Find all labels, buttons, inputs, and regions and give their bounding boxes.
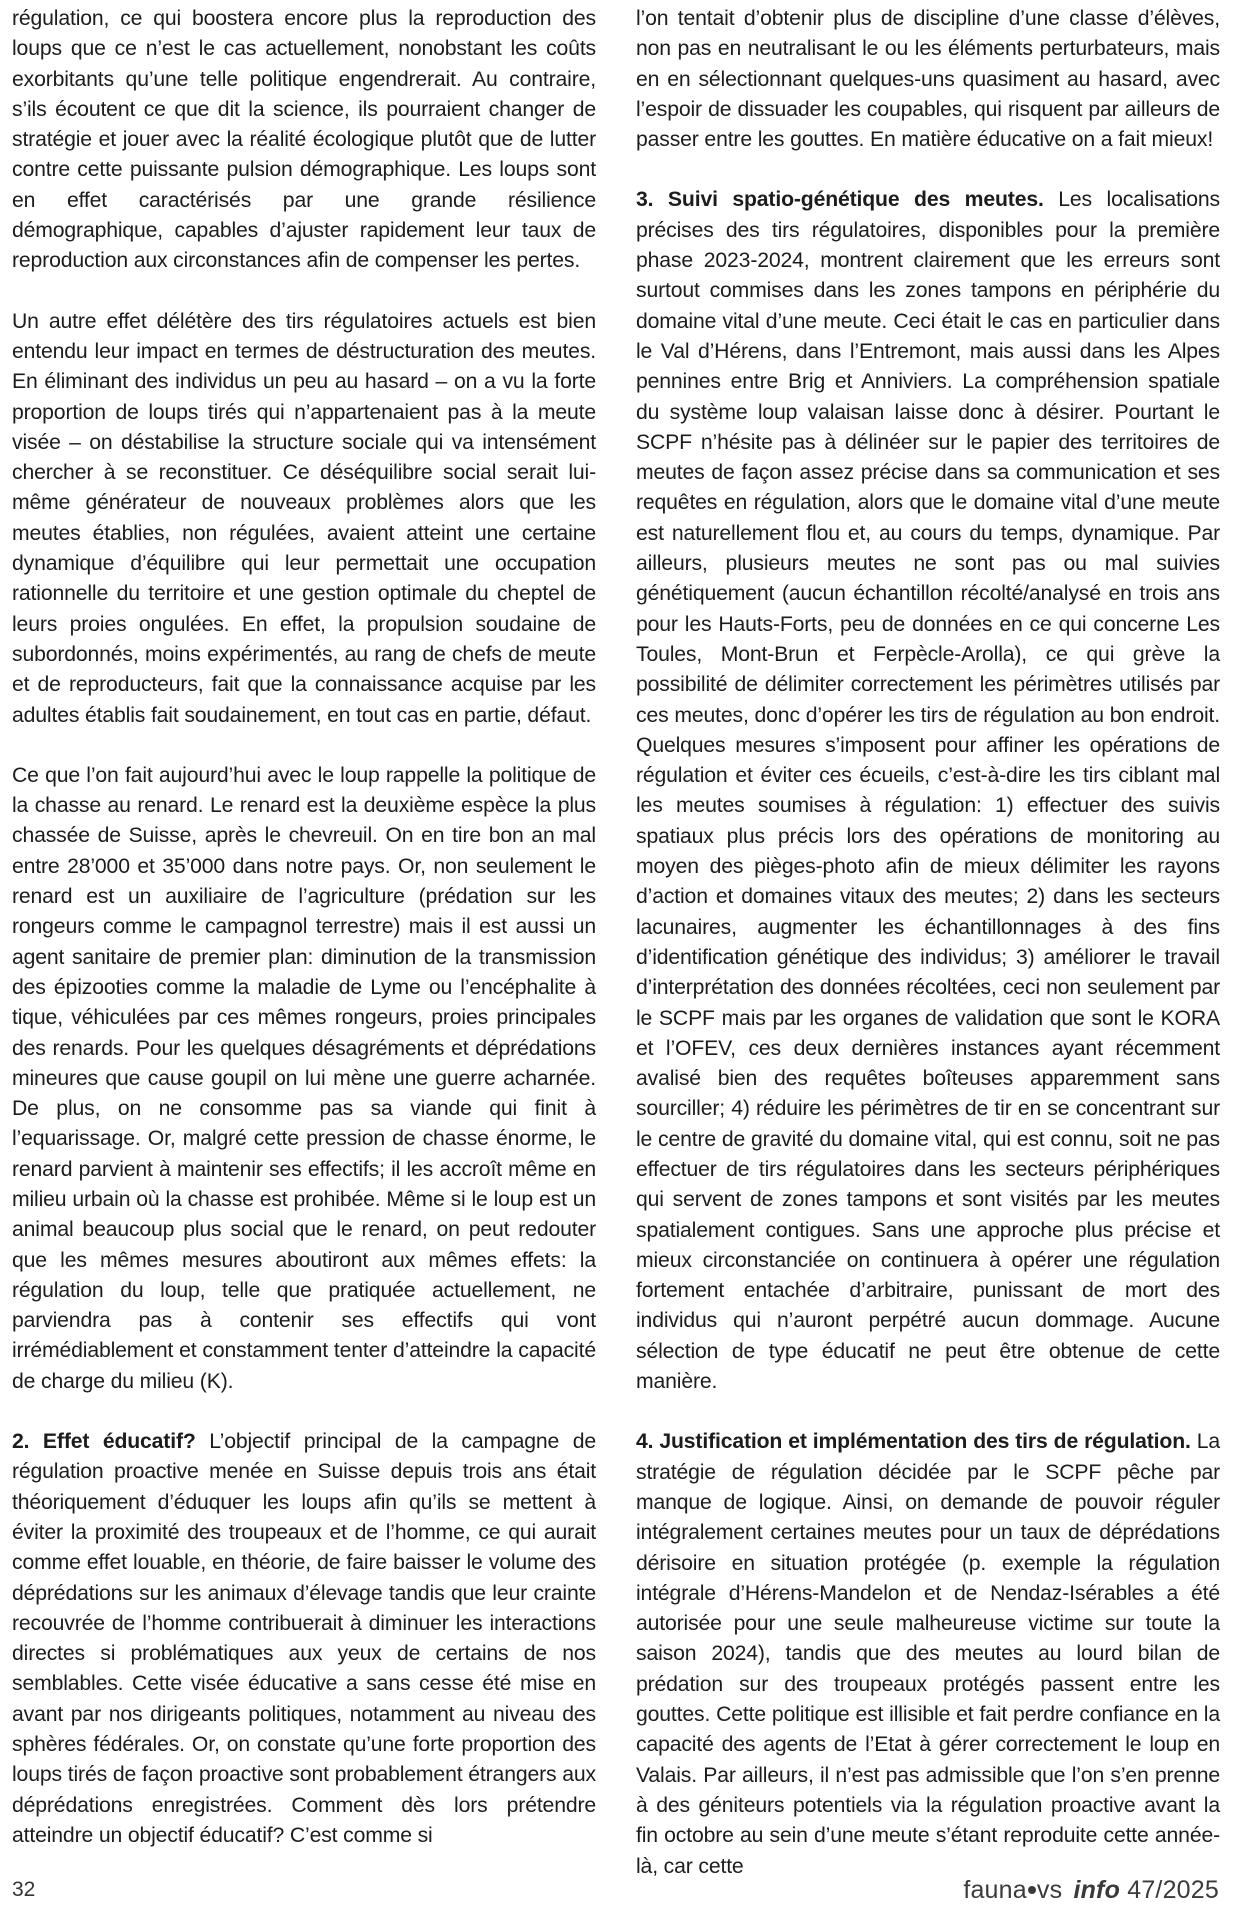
section-body: Les localisations précises des tirs régulatoires, disponibles pour la première phase 2023-2024, montrent clairement que les erreurs sont surtout commises dans les zones tampons en périphérie du domaine vital d’une meute. Ceci était le cas en particulier dans le Val d’Hérens, dans l’Entremont, mais aussi dans les Alpes pennines entre Brig et Anniviers. La compréhension spatiale du système loup valaisan laisse donc à désirer. Pourtant le SCPF n’hésite pas à délinéer sur le papier des territoires de meutes de façon assez précise dans sa communication et ses requêtes en régulation, alors que le domaine vital d’une meute est naturellement flou et, au cours du temps, dynamique. Par ailleurs, plusieurs meutes ne sont pas ou mal suivies génétiquement (aucun échantillon récolté/analysé en trois ans pour les Hauts-Forts, peu de données en ce qui concerne Les Toules, Mont-Brun et Ferpècle-Arolla), ce qui grève la possibilité de délimiter correctement les périmètres utilisés par ces meutes, donc d’opérer les tirs de régulation au bon endroit. Quelques mesures s’imposent pour affiner les opérations de régulation et éviter ces écueils, c’est-à-dire les tirs ciblant mal les meutes soumises à régulation: 1) effectuer des suivis spatiaux plus précis lors des opérations de monitoring au moyen des pièges-photo afin de mieux délimiter les rayons d’action et domaines vitaux des meutes; 2) dans les secteurs lacunaires, augmenter les échantillonnages à des fins d’identification génétique des individus; 3) améliorer le travail d’interprétation des données récoltées, ceci non seulement par le SCPF mais par les organes de validation que sont le KORA et l’OFEV, ces deux dernières instances ayant récemment avalisé bien des requêtes boîteuses apparemment sans sourciller; 4) réduire les périmètres de tir en se concentrant sur le centre de gravité du domaine vital, qui est connu, soit ne pas effectuer de tirs régulatoires dans les secteurs périphériques qui servent de zones tampons et sont visités par les meutes spatialement contigues. Sans une approche plus précise et mieux circonstanciée on continuera à opérer une régulation fortement entachée d’arbitraire, punissant de mort des individus qui n’auront perpétré aucun dommage. Aucune sélection de type éducatif ne peut être obtenue de cette manière. <box>636 188 1221 1394</box>
section-4 <box>636 1427 1220 1881</box>
section-body: La stratégie de régulation décidée par le SCPF pêche par manque de logique. Ainsi, on demande de pouvoir réguler intégralement certaines meutes pour un taux de déprédations dérisoire en situation protégée (p. exemple la régulation intégrale d’Hérens-Mandelon et de Nendaz-Isérables a été autorisée pour une seule malheureuse victime sur toute la saison 2024), tandis que des meutes au lourd bilan de prédation sur des troupeaux protégés passent entre les gouttes. Cette politique est illisible et fait perdre confiance en la capacité des agents de l’Etat à gérer correctement le loup en Valais. Par ailleurs, il n’est pas admissible que l’on s’en prenne à des géniteurs potentiels via la régulation proactive avant la fin octobre au sein d’une meute s’étant reproduite cette année-là, car cette <box>636 1430 1220 1878</box>
issue-number: 47/2025 <box>1127 1876 1219 1904</box>
section-heading: 3. Suivi spatio-génétique des meutes. <box>636 188 1044 212</box>
brand-info: info <box>1073 1876 1121 1904</box>
page-footer <box>0 1876 1241 1920</box>
brand-dot-icon <box>1028 1886 1036 1894</box>
paragraph: Un autre effet délétère des tirs régulatoires actuels est bien entendu leur impact en termes de déstructuration des meutes. En éliminant des individus un peu au hasard – on a vu la forte proportion de loups tirés qui n’appartenaient pas à la meute visée – on déstabilise la structure sociale qui va intensément chercher à se reconstituer. Ce déséquilibre social serait lui-même générateur de nouveaux problèmes alors que les meutes établies, non régulées, avaient atteint une certaine dynamique d’équilibre qui leur permettait une occupation rationnelle du territoire et une gestion optimale du cheptel de leurs proies ongulées. En effet, la propulsion soudaine de subordonnés, moins expérimentés, au rang de chefs de meute et de reproducteurs, fait que la connaissance acquise par les adultes établis fait soudainement, en tout cas en partie, défaut. <box>12 309 596 727</box>
section-2 <box>12 1427 596 1851</box>
section-heading: 4. Justification et implémentation des tirs de régulation. <box>636 1430 1191 1454</box>
section-3 <box>636 185 1220 1397</box>
page-number: 32 <box>12 1878 36 1901</box>
section-heading: 2. Effet éducatif? <box>12 1430 196 1454</box>
paragraph: Ce que l’on fait aujourd’hui avec le loup rappelle la politique de la chasse au renard. Le renard est la deuxième espèce la plus chassée de Suisse, après le chevreuil. On en tire bon an mal entre 28’000 et 35’000 dans notre pays. Or, non seulement le renard est un auxiliaire de l’agriculture (prédation sur les rongeurs comme le campagnol terrestre) mais il est aussi un agent sanitaire de premier plan: diminution de la transmission des épizooties comme la maladie de Lyme ou l’encéphalite à tique, véhiculées par ces mêmes rongeurs, proies principales des renards. Pour les quelques désagréments et déprédations mineures que cause goupil on lui mène une guerre acharnée. De plus, on ne consomme pas sa viande qui finit à l’equarissage. Or, malgré cette pression de chasse énorme, le renard parvient à maintenir ses effectifs; il les accroît même en milieu urbain où la chasse est prohibée. Même si le loup est un animal beaucoup plus social que le renard, on peut redouter que les mêmes mesures aboutiront aux mêmes effets: la régulation du loup, telle que pratiquée actuellement, ne parviendra pas à contenir ses effectifs qui vont irrémédiablement et constamment tenter d’atteindre la capacité de charge du milieu (K). <box>12 763 596 1393</box>
brand-vs: vs <box>1036 1876 1063 1904</box>
brand-fauna: fauna <box>963 1876 1027 1904</box>
left-column <box>12 4 596 1851</box>
publication-brand <box>963 1876 1219 1905</box>
paragraph: l’on tentait d’obtenir plus de discipline d’une classe d’élèves, non pas en neutralisant le ou les éléments perturbateurs, mais en en sélectionnant quelques-uns quasiment au hasard, avec l’espoir de dissuader les coupables, qui risquent par ailleurs de passer entre les gouttes. En matière éducative on a fait mieux! <box>636 7 1220 152</box>
paragraph: régulation, ce qui boostera encore plus la reproduction des loups que ce n’est le cas actuellement, nonobstant les coûts exorbitants qu’une telle politique engendrerait. Au contraire, s’ils écoutent ce que dit la science, ils pourraient changer de stratégie et jouer avec la réalité écologique plutôt que de lutter contre cette puissante pulsion démographique. Les loups sont en effet caractérisés par une grande résilience démographique, capables d’ajuster rapidement leur taux de reproduction aux circonstances afin de compenser les pertes. <box>12 7 596 273</box>
section-body: L’objectif principal de la campagne de régulation proactive menée en Suisse depuis trois ans était théoriquement d’éduquer les loups afin qu’ils se mettent à éviter la proximité des troupeaux et de l’homme, ce qui aurait comme effet louable, en théorie, de faire baisser le volume des déprédations sur les animaux d’élevage tandis que leur crainte recouvrée de l’homme contribuerait à diminuer les interactions directes si problématiques aux yeux de certains de nos semblables. Cette visée éducative a sans cesse été mise en avant par nos dirigeants politiques, notamment au niveau des sphères fédérales. Or, on constate qu’une forte proportion des loups tirés de façon proactive sont probablement étrangers aux déprédations enregistrées. Comment dès lors prétendre atteindre un objectif éducatif? C’est comme si <box>12 1430 596 1847</box>
right-column <box>636 4 1220 1882</box>
